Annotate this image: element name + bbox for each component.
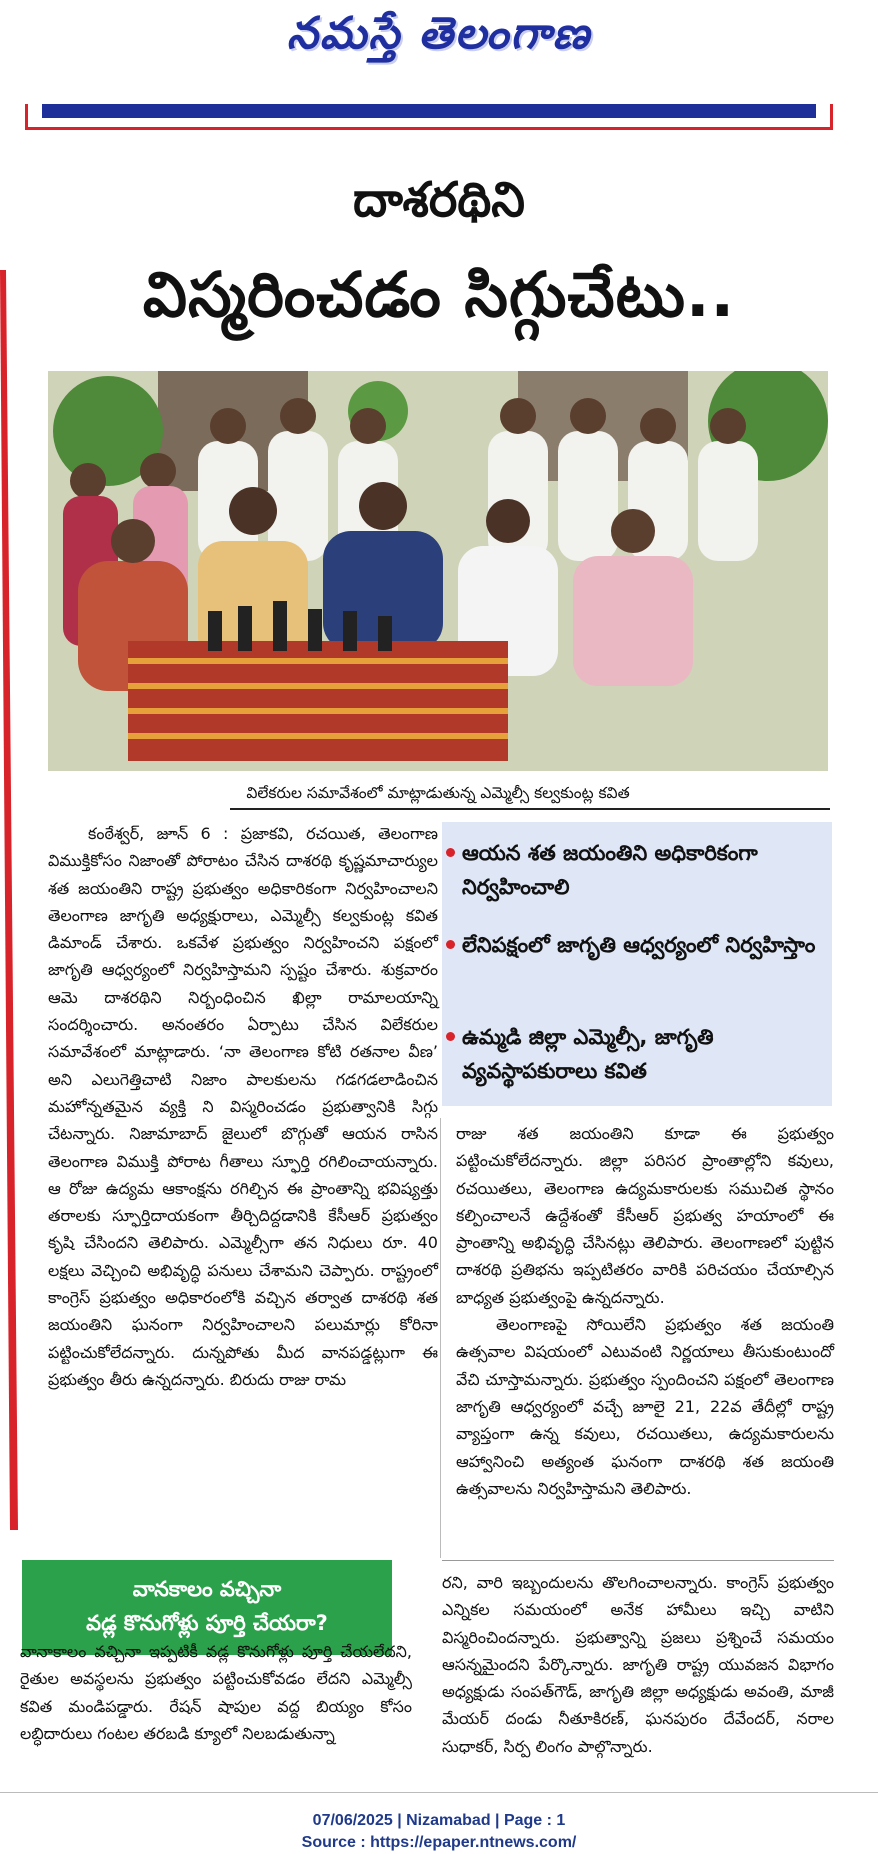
footer-date-edition: 07/06/2025 | Nizamabad | Page : 1 bbox=[312, 1812, 566, 1829]
sub-headline-line-2: వడ్ల కొనుగోళ్లు పూర్తి చేయరా? bbox=[86, 1611, 328, 1635]
headline-line-2: విస్మరించడం సిగ్గుచేటు.. bbox=[142, 258, 736, 331]
highlight-item bbox=[462, 836, 822, 904]
caption-underline bbox=[230, 808, 830, 810]
article-paragraph: తెలంగాణపై సోయిలేని ప్రభుత్వం శత జయంతి ఉత్సవాల విషయంలో ఎటువంటి నిర్ణయాలు తీసుకుంటుందో వేచి చూస్తామన్నారు. ప్రభుత్వం స్పందించని పక్షంలో తెలంగాణ జాగృతి ఆధ్వర్యంలో వచ్చే జూలై 21, 22వ తేదీల్లో రాష్ట్ర వ్యాప్తంగా ఉన్న కవులు, రచయితలు, ఉద్యమకారులను ఆహ్వానించి అత్యంత ఘనంగా దాశరథి శత జయంతి ఉత్సవాలను నిర్వహిస్తామని తెలిపారు. bbox=[456, 1315, 834, 1498]
highlight-text: లేనిపక్షంలో జాగృతి ఆధ్వర్యంలో నిర్వహిస్తాం bbox=[462, 933, 816, 957]
article-paragraph: రాజు శత జయంతిని కూడా ఈ ప్రభుత్వం పట్టించుకోలేదన్నారు. జిల్లా పరిసర ప్రాంతాల్లోని కవులు, రచయితలు, తెలంగాణ ఉద్యమకారులకు సముచిత స్థానం కల్పించాలనే ఉద్దేశంతో కేసీఆర్ ప్రభుత్వ హయాంలో ఈ ప్రాంతాన్ని అభివృద్ధి చేసినట్లు తెలిపారు. తెలంగాణలో పుట్టిన దాశరథి ప్రతిభను ఇప్పటితరం వారికి పరిచయం చేయాల్సిన బాధ్యత ప్రభుత్వంపై ఉన్నదన్నారు. bbox=[456, 1124, 834, 1307]
highlights-box bbox=[442, 822, 832, 1106]
bullet-icon bbox=[446, 848, 455, 857]
article-column-right bbox=[456, 1120, 834, 1502]
highlight-text: ఉమ్మడి జిల్లా ఎమ్మెల్సీ, జాగృతి వ్యవస్థాపకురాలు కవిత bbox=[462, 1025, 714, 1083]
sub-story-column-left bbox=[20, 1638, 412, 1747]
press-meet-photo bbox=[48, 371, 828, 771]
sub-story-divider bbox=[442, 1560, 834, 1561]
article-column-left bbox=[48, 820, 438, 1393]
masthead bbox=[0, 0, 878, 68]
headline-line-1: దాశరథిని bbox=[353, 172, 525, 228]
footer-source: Source : https://epaper.ntnews.com/ bbox=[301, 1834, 577, 1851]
footer-rule bbox=[0, 1792, 878, 1793]
article-paragraph: కంఠేశ్వర్, జూన్ 6 : ప్రజాకవి, రచయిత, తెలంగాణ విముక్తికోసం నిజాంతో పోరాటం చేసిన దాశరథి కృష్ణమాచార్యుల శత జయంతిని రాష్ట్ర ప్రభుత్వం అధికారికంగా నిర్వహించాలని తెలంగాణ జాగృతి అధ్యక్షురాలు, ఎమ్మెల్సీ కల్వకుంట్ల కవిత డిమాండ్ చేశారు. ఒకవేళ ప్రభుత్వం నిర్వహించని పక్షంలో జాగృతి ఆధ్వర్యంలో నిర్వహిస్తామని స్పష్టం చేశారు. శుక్రవారం ఆమె దాశరథిని నిర్బంధించిన ఖిల్లా రామాలయాన్ని సందర్శించారు. అనంతరం ఏర్పాటు చేసిన విలేకరుల సమావేశంలో మాట్లాడారు. ‘నా తెలంగాణ కోటి రతనాల వీణ’ అని ఎలుగెత్తిచాటి నిజాం పాలకులను గడగడలాడించిన మహోన్నతమైన వ్యక్తి ని విస్మరించడం ప్రభుత్వానికి సిగ్గు చేటన్నారు. నిజామాబాద్ జైలులో బొగ్గుతో ఆయన రాసిన తెలంగాణ విముక్తి పోరాట గీతాలు స్ఫూర్తి రగిలించాయన్నారు. ఆ రోజు ఉద్యమ ఆకాంక్షను రగిల్చిన ఈ ప్రాంతాన్ని భవిష్యత్తు తరాలకు స్ఫూర్తిదాయకంగా తీర్చిదిద్దడానికి కేసీఆర్ ప్రభుత్వం కృషి చేసిందని తెలిపారు. ఎమ్మెల్సీగా తన నిధులు రూ. 40 లక్షలు వెచ్చించి అభివృద్ధి పనులు చేశామని చెప్పారు. రాష్ట్రంలో కాంగ్రెస్ ప్రభుత్వం అధికారంలోకి వచ్చిన తర్వాత దాశరథి శత జయంతిని ఘనంగా నిర్వహించాలని పలుమార్లు కోరినా పట్టించుకోలేదన్నారు. దున్నపోతు మీద వానపడ్డట్లుగా ఈ ప్రభుత్వం తీరు ఉన్నదన్నారు. బిరుదు రాజు రామ bbox=[48, 824, 438, 1389]
sub-headline-line-1: వానకాలం వచ్చినా bbox=[132, 1577, 282, 1601]
highlight-item bbox=[462, 1020, 822, 1088]
highlight-text: ఆయన శత జయంతిని అధికారికంగా నిర్వహించాలి bbox=[462, 841, 758, 899]
left-red-stripe bbox=[0, 270, 18, 1530]
masthead-blue-rule bbox=[42, 104, 816, 118]
bullet-icon bbox=[446, 1032, 455, 1041]
article-paragraph: వానాకాలం వచ్చినా ఇప్పటికీ వడ్ల కొనుగోళ్లు పూర్తి చేయలేదని, రైతుల అవస్థలను ప్రభుత్వం పట్టించుకోవడం లేదని ఎమ్మెల్సీ కవిత మండిపడ్డారు. రేషన్ షాపుల వద్ద బియ్యం కోసం లబ్ధిదారులు గంటల తరబడి క్యూలో నిలబడుతున్నా bbox=[20, 1642, 412, 1743]
newspaper-logo: నమస్తే తెలంగాణ bbox=[286, 8, 592, 59]
column-divider bbox=[440, 1118, 441, 1558]
bullet-icon bbox=[446, 940, 455, 949]
photo-caption: విలేకరుల సమావేశంలో మాట్లాడుతున్న ఎమ్మెల్సీ కల్వకుంట్ల కవిత bbox=[246, 784, 630, 802]
highlight-item bbox=[462, 928, 822, 962]
article-paragraph: రని, వారి ఇబ్బందులను తొలగించాలన్నారు. కాంగ్రెస్ ప్రభుత్వం ఎన్నికల సమయంలో అనేక హామీలు ఇచ్చి వాటిని విస్మరించిందన్నారు. ప్రభుత్వాన్ని ప్రజలు ప్రశ్నించే సమయం ఆసన్నమైందని పేర్కొన్నారు. జాగృతి రాష్ట్ర యువజన విభాగం అధ్యక్షుడు సంపత్‌గౌడ్, జాగృతి జిల్లా అధ్యక్షుడు అవంతి, మాజీ మేయర్ దండు నీతూకిరణ్, ఘనపురం దేవేందర్, నరాల సుధాకర్, సిర్ప లింగం పాల్గొన్నారు. bbox=[442, 1573, 834, 1756]
photo-illustration bbox=[48, 371, 828, 771]
sub-story-column-right bbox=[442, 1569, 834, 1760]
